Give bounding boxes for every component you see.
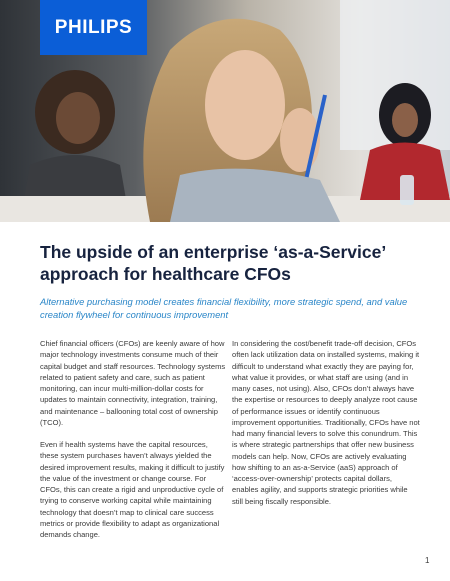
paragraph: Even if health systems have the capital resources, these system purchases haven’t always yielded the desired improvement results, making it difficult to justify the value of the investment or change course. For CFOs, this can create a rigid and unproductive cycle of trying to conserve working capital while maintaining technology that doesn’t map to clinical care success metrics or provide flexibility to adapt as organizational demands change. bbox=[40, 440, 225, 539]
body-column-left bbox=[40, 338, 226, 551]
paragraph: In considering the cost/benefit trade-off decision, CFOs often lack utilization data on installed systems, making it difficult to understand what exactly they are paying for, what value it provides, or what staff are using (and in many cases, not using). Also, CFOs don’t always have the expertise or resources to deeply analyze root cause of performance issues or identify continuous improvement opportunities. Traditionally, CFOs have not had many financial levers to solve this conundrum. This is where strategic partnerships that offer new business models can help. Now, CFOs are actively evaluating how shifting to an as-a-Service (aaS) approach of ‘access-over-ownership’ protects capital dollars, enables agility, and supports strategic priorities while still being fiscally responsible. bbox=[232, 339, 420, 506]
paragraph: Chief financial officers (CFOs) are keenly aware of how major technology investments consume much of their capital budget and staff resources. Technology systems related to patient safety and care, such as patient monitoring, can incur multi-million-dollar costs for updates to maintain connectivity, integration, training, and maintenance – ballooning total cost of ownership (TCO). bbox=[40, 339, 226, 427]
body-column-right bbox=[232, 338, 420, 518]
hero-photo bbox=[0, 0, 450, 222]
page-number: 1 bbox=[425, 556, 430, 565]
page-title: The upside of an enterprise ‘as-a-Service’ approach for healthcare CFOs bbox=[40, 242, 386, 284]
philips-logo bbox=[40, 0, 147, 55]
page-subtitle: Alternative purchasing model creates financial flexibility, more strategic spend, and value creation flywheel for continuous improvement bbox=[40, 296, 408, 320]
logo-text: PHILIPS bbox=[54, 16, 133, 38]
